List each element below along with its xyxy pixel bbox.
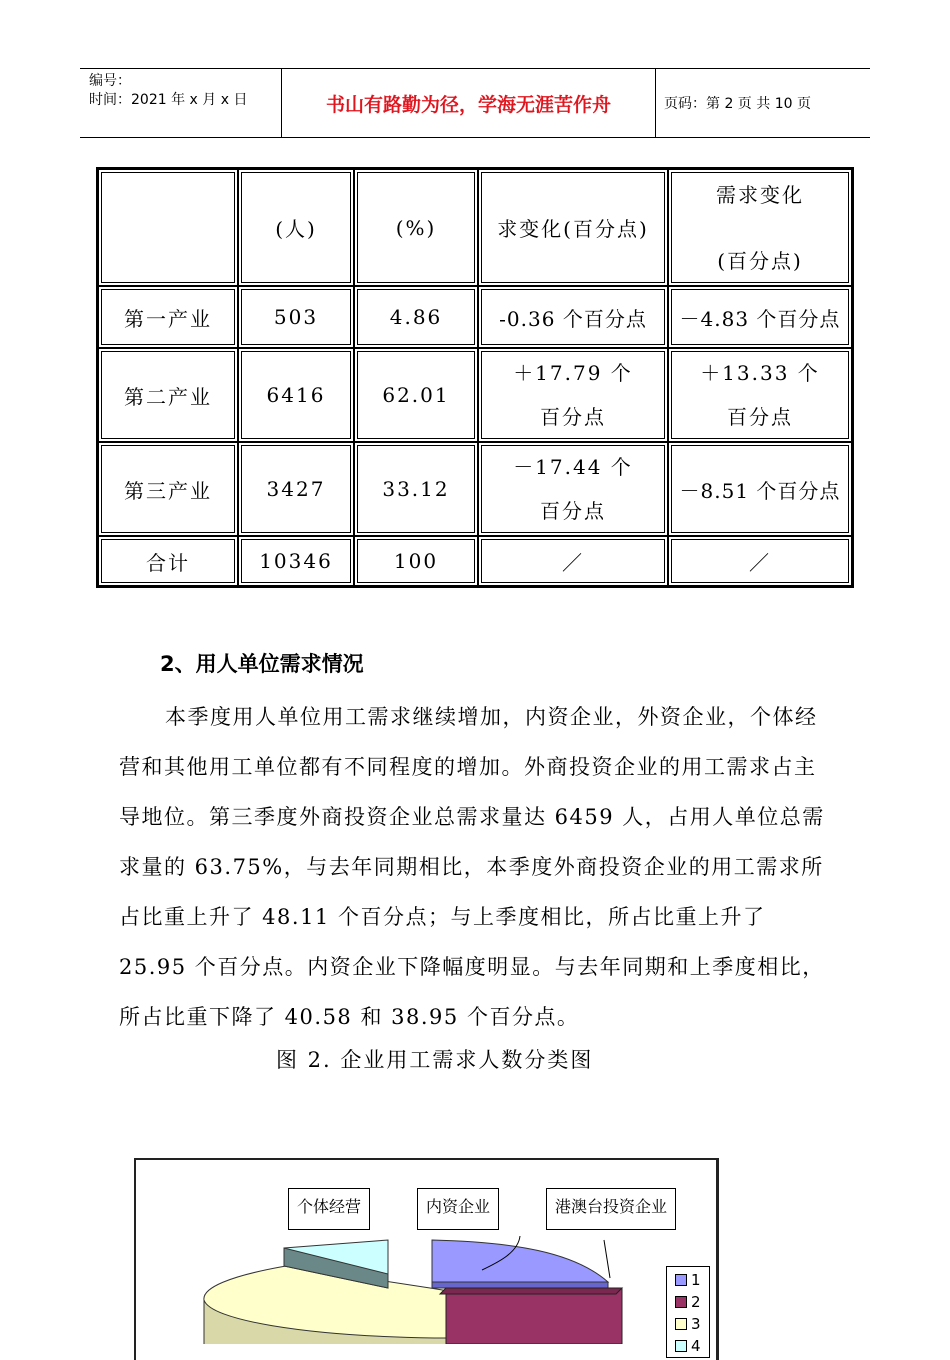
table-header-row <box>98 169 852 286</box>
table-cell: 第三产业 <box>98 442 238 536</box>
callout-leader <box>604 1240 610 1278</box>
pie-slice-1 <box>432 1240 608 1282</box>
table-cell: 第一产业 <box>98 286 238 348</box>
table-cell: 6416 <box>238 348 354 442</box>
table-row <box>98 536 852 586</box>
cell-line: ＋13.33 个 <box>700 361 820 385</box>
figure-caption: 图 2. 企业用工需求人数分类图 <box>276 1048 594 1072</box>
legend-label: 3 <box>691 1315 701 1333</box>
table-cell: (人) <box>238 169 354 286</box>
section-title: 2、用人单位需求情况 <box>160 652 364 676</box>
cell-line: 百分点 <box>540 499 606 523</box>
table-cell: 第二产业 <box>98 348 238 442</box>
table-cell: 100 <box>354 536 478 586</box>
legend-label: 2 <box>691 1293 701 1311</box>
legend-swatch <box>675 1296 687 1308</box>
table-cell: 33.12 <box>354 442 478 536</box>
cell-line: ＋17.79 个 <box>513 361 633 385</box>
chart-callout-individual: 个体经营 <box>288 1188 370 1230</box>
header-motto: 书山有路勤为径，学海无涯苦作舟 <box>282 69 656 137</box>
table-cell: ／ <box>478 536 668 586</box>
table-cell <box>478 348 668 442</box>
page-info: 页码：第 2 页 共 10 页 <box>664 96 811 112</box>
pie-slice-1-side <box>432 1282 608 1288</box>
legend-label: 4 <box>691 1337 701 1355</box>
table-cell: 503 <box>238 286 354 348</box>
code-label: 编号： <box>89 73 131 89</box>
table-cell: 求变化(百分点) <box>478 169 668 286</box>
legend-item <box>675 1337 701 1355</box>
table-cell: -0.36 个百分点 <box>478 286 668 348</box>
chart-callout-domestic: 内资企业 <box>417 1188 499 1230</box>
legend-swatch <box>675 1274 687 1286</box>
table-cell: 4.86 <box>354 286 478 348</box>
table-row <box>98 442 852 536</box>
legend-item <box>675 1271 701 1289</box>
legend-label: 1 <box>691 1271 701 1289</box>
legend-swatch <box>675 1318 687 1330</box>
pie-chart <box>134 1158 716 1344</box>
section-paragraph <box>119 692 829 1042</box>
cell-line: 百分点 <box>727 405 793 429</box>
table-cell <box>668 348 852 442</box>
table-cell <box>98 169 238 286</box>
table-cell: －8.51 个百分点 <box>668 442 852 536</box>
header-meta <box>80 69 282 137</box>
legend-item <box>675 1293 701 1311</box>
table-cell <box>668 169 852 286</box>
demand-table <box>96 167 854 588</box>
chart-legend <box>666 1266 710 1358</box>
table-row <box>98 286 852 348</box>
cell-line: －17.44 个 <box>513 455 633 479</box>
table-cell: 10346 <box>238 536 354 586</box>
table-cell: (%) <box>354 169 478 286</box>
table-cell: 3427 <box>238 442 354 536</box>
table-cell: ／ <box>668 536 852 586</box>
chart-callout-hk-macau-tw: 港澳台投资企业 <box>546 1188 676 1230</box>
table-cell: －4.83 个百分点 <box>668 286 852 348</box>
cell-line: 需求变化 <box>716 182 804 207</box>
table-cell <box>478 442 668 536</box>
cell-line: 百分点 <box>540 405 606 429</box>
page-header <box>80 68 870 138</box>
pie-slice-2-top <box>440 1288 622 1294</box>
table-cell: 合计 <box>98 536 238 586</box>
paragraph-text: 本季度用人单位用工需求继续增加，内资企业，外资企业，个体经营和其他用工单位都有不同程度的增加。外商投资企业的用工需求占主导地位。第三季度外商投资企业总需求量达 6459 人，占用人单位总需求量的 63.75%，与去年同期相比，本季度外商投资企业的用工需求所占比重上升了 48.11 个百分点；与上季度相比，所占比重上升了 25.95 个百分点。内资企业下降幅度明显。与去年同期和上季度相比，所占比重下降了 40.58 和 38.95 个百分点。 <box>119 705 825 1029</box>
pie-slice-2 <box>446 1288 622 1344</box>
date-label: 时间：2021 年 x 月 x 日 <box>89 92 248 108</box>
legend-swatch <box>675 1340 687 1352</box>
legend-item <box>675 1315 701 1333</box>
table-row <box>98 348 852 442</box>
table-cell: 62.01 <box>354 348 478 442</box>
cell-line: (百分点) <box>717 248 803 273</box>
